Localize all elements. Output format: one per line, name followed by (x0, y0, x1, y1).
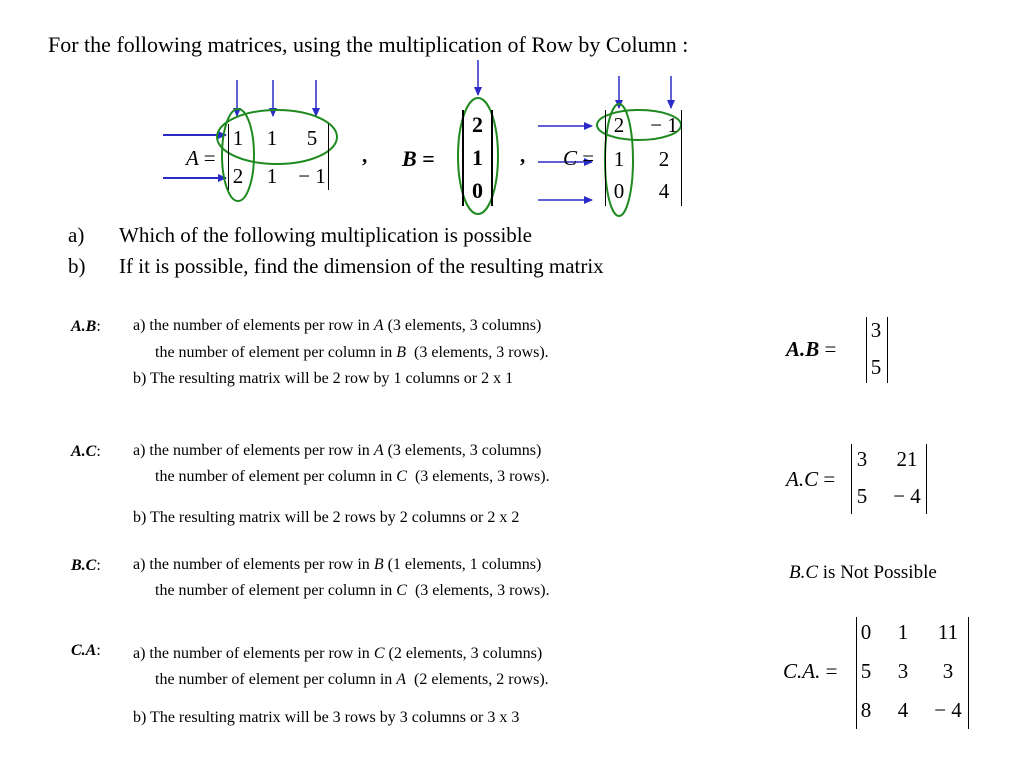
matrix-a-cell: 1 (232, 126, 244, 150)
matrix-a-label: A = (186, 146, 216, 170)
matrix-a-cell: 2 (232, 164, 244, 188)
result-ca-cell: 3 (942, 659, 954, 683)
result-ca-right-bar (968, 617, 969, 729)
result-ab-cell: 3 (870, 318, 882, 342)
matrix-c-right-bar (681, 110, 682, 206)
matrix-b-cell: 2 (472, 112, 483, 137)
result-bc-text: B.C is Not Possible (789, 562, 937, 583)
result-ac-cell: 21 (896, 447, 918, 471)
matrix-a-right-bar (328, 124, 329, 190)
result-ab-cell: 5 (870, 355, 882, 379)
matrix-a-cell: 5 (306, 126, 318, 150)
matrix-b-cell: 0 (472, 178, 483, 203)
result-ca-label: C.A. = (783, 659, 838, 683)
section-label-ca: C.A: (71, 642, 101, 659)
matrix-a-cell: 1 (266, 164, 278, 188)
result-ab-right-bar (887, 317, 888, 383)
result-ca-cell: 3 (897, 659, 909, 683)
question-text: If it is possible, find the dimension of the resulting matrix (119, 254, 604, 278)
section-ac-line3: b) The resulting matrix will be 2 rows by 2 columns or 2 x 2 (133, 509, 520, 526)
matrix-a-cell: 1 (266, 126, 278, 150)
section-ca-line2: the number of element per column in A (2 elements, 2 rows). (155, 671, 549, 688)
question-marker: a) (68, 223, 85, 247)
comma-separator: , (362, 143, 368, 167)
matrix-c-left-bar (605, 110, 606, 206)
question-marker: b) (68, 254, 86, 278)
matrix-b-cell: 1 (472, 145, 483, 170)
result-ca-cell: 4 (897, 698, 909, 722)
result-ca-cell: 5 (860, 659, 872, 683)
section-label-bc: B.C: (71, 557, 101, 574)
section-ac-line1: a) the number of elements per row in A (3 elements, 3 columns) (133, 442, 542, 459)
matrix-b-label: B = (402, 146, 435, 171)
section-ca-line3: b) The resulting matrix will be 3 rows by 3 columns or 3 x 3 (133, 709, 520, 726)
comma-separator: , (520, 143, 526, 167)
section-label-ac: A.C: (71, 443, 101, 460)
result-ca-cell: 1 (897, 620, 909, 644)
result-ac-right-bar (926, 444, 927, 514)
matrix-c-cell: 2 (613, 113, 625, 137)
matrix-a-cell: − 1 (298, 164, 326, 188)
section-ab-line1: a) the number of elements per row in A (3 elements, 3 columns) (133, 317, 542, 334)
matrix-c-cell: 0 (613, 179, 625, 203)
section-bc-line2: the number of element per column in C (3 elements, 3 rows). (155, 582, 550, 599)
section-ac-line2: the number of element per column in C (3 elements, 3 rows). (155, 468, 550, 485)
section-ab-line3: b) The resulting matrix will be 2 row by 1 columns or 2 x 1 (133, 370, 514, 387)
section-ca-line1: a) the number of elements per row in C (2 elements, 3 columns) (133, 645, 543, 662)
result-ab-label: A.B = (786, 337, 837, 361)
matrix-c-label: C = (563, 146, 595, 170)
matrix-c-cell: 2 (658, 147, 670, 171)
result-ca-cell: 0 (860, 620, 872, 644)
result-ca-cell: 11 (937, 620, 959, 644)
result-ac-cell: − 4 (893, 484, 921, 508)
question-text: Which of the following multiplication is possible (119, 223, 532, 247)
result-ca-cell: 8 (860, 698, 872, 722)
matrix-c-cell: 4 (658, 179, 670, 203)
result-ac-label: A.C = (786, 467, 836, 491)
result-ca-cell: − 4 (934, 698, 962, 722)
matrix-b-right-bar (491, 110, 493, 206)
section-ab-line2: the number of element per column in B (3 elements, 3 rows). (155, 344, 549, 361)
matrix-c-cell: − 1 (650, 113, 678, 137)
result-ac-cell: 5 (856, 484, 868, 508)
section-label-ab: A.B: (71, 318, 101, 335)
matrix-c-cell: 1 (613, 147, 625, 171)
page-title: For the following matrices, using the multiplication of Row by Column : (48, 32, 689, 57)
section-bc-line1: a) the number of elements per row in B (1 elements, 1 columns) (133, 556, 542, 573)
result-ac-cell: 3 (856, 447, 868, 471)
